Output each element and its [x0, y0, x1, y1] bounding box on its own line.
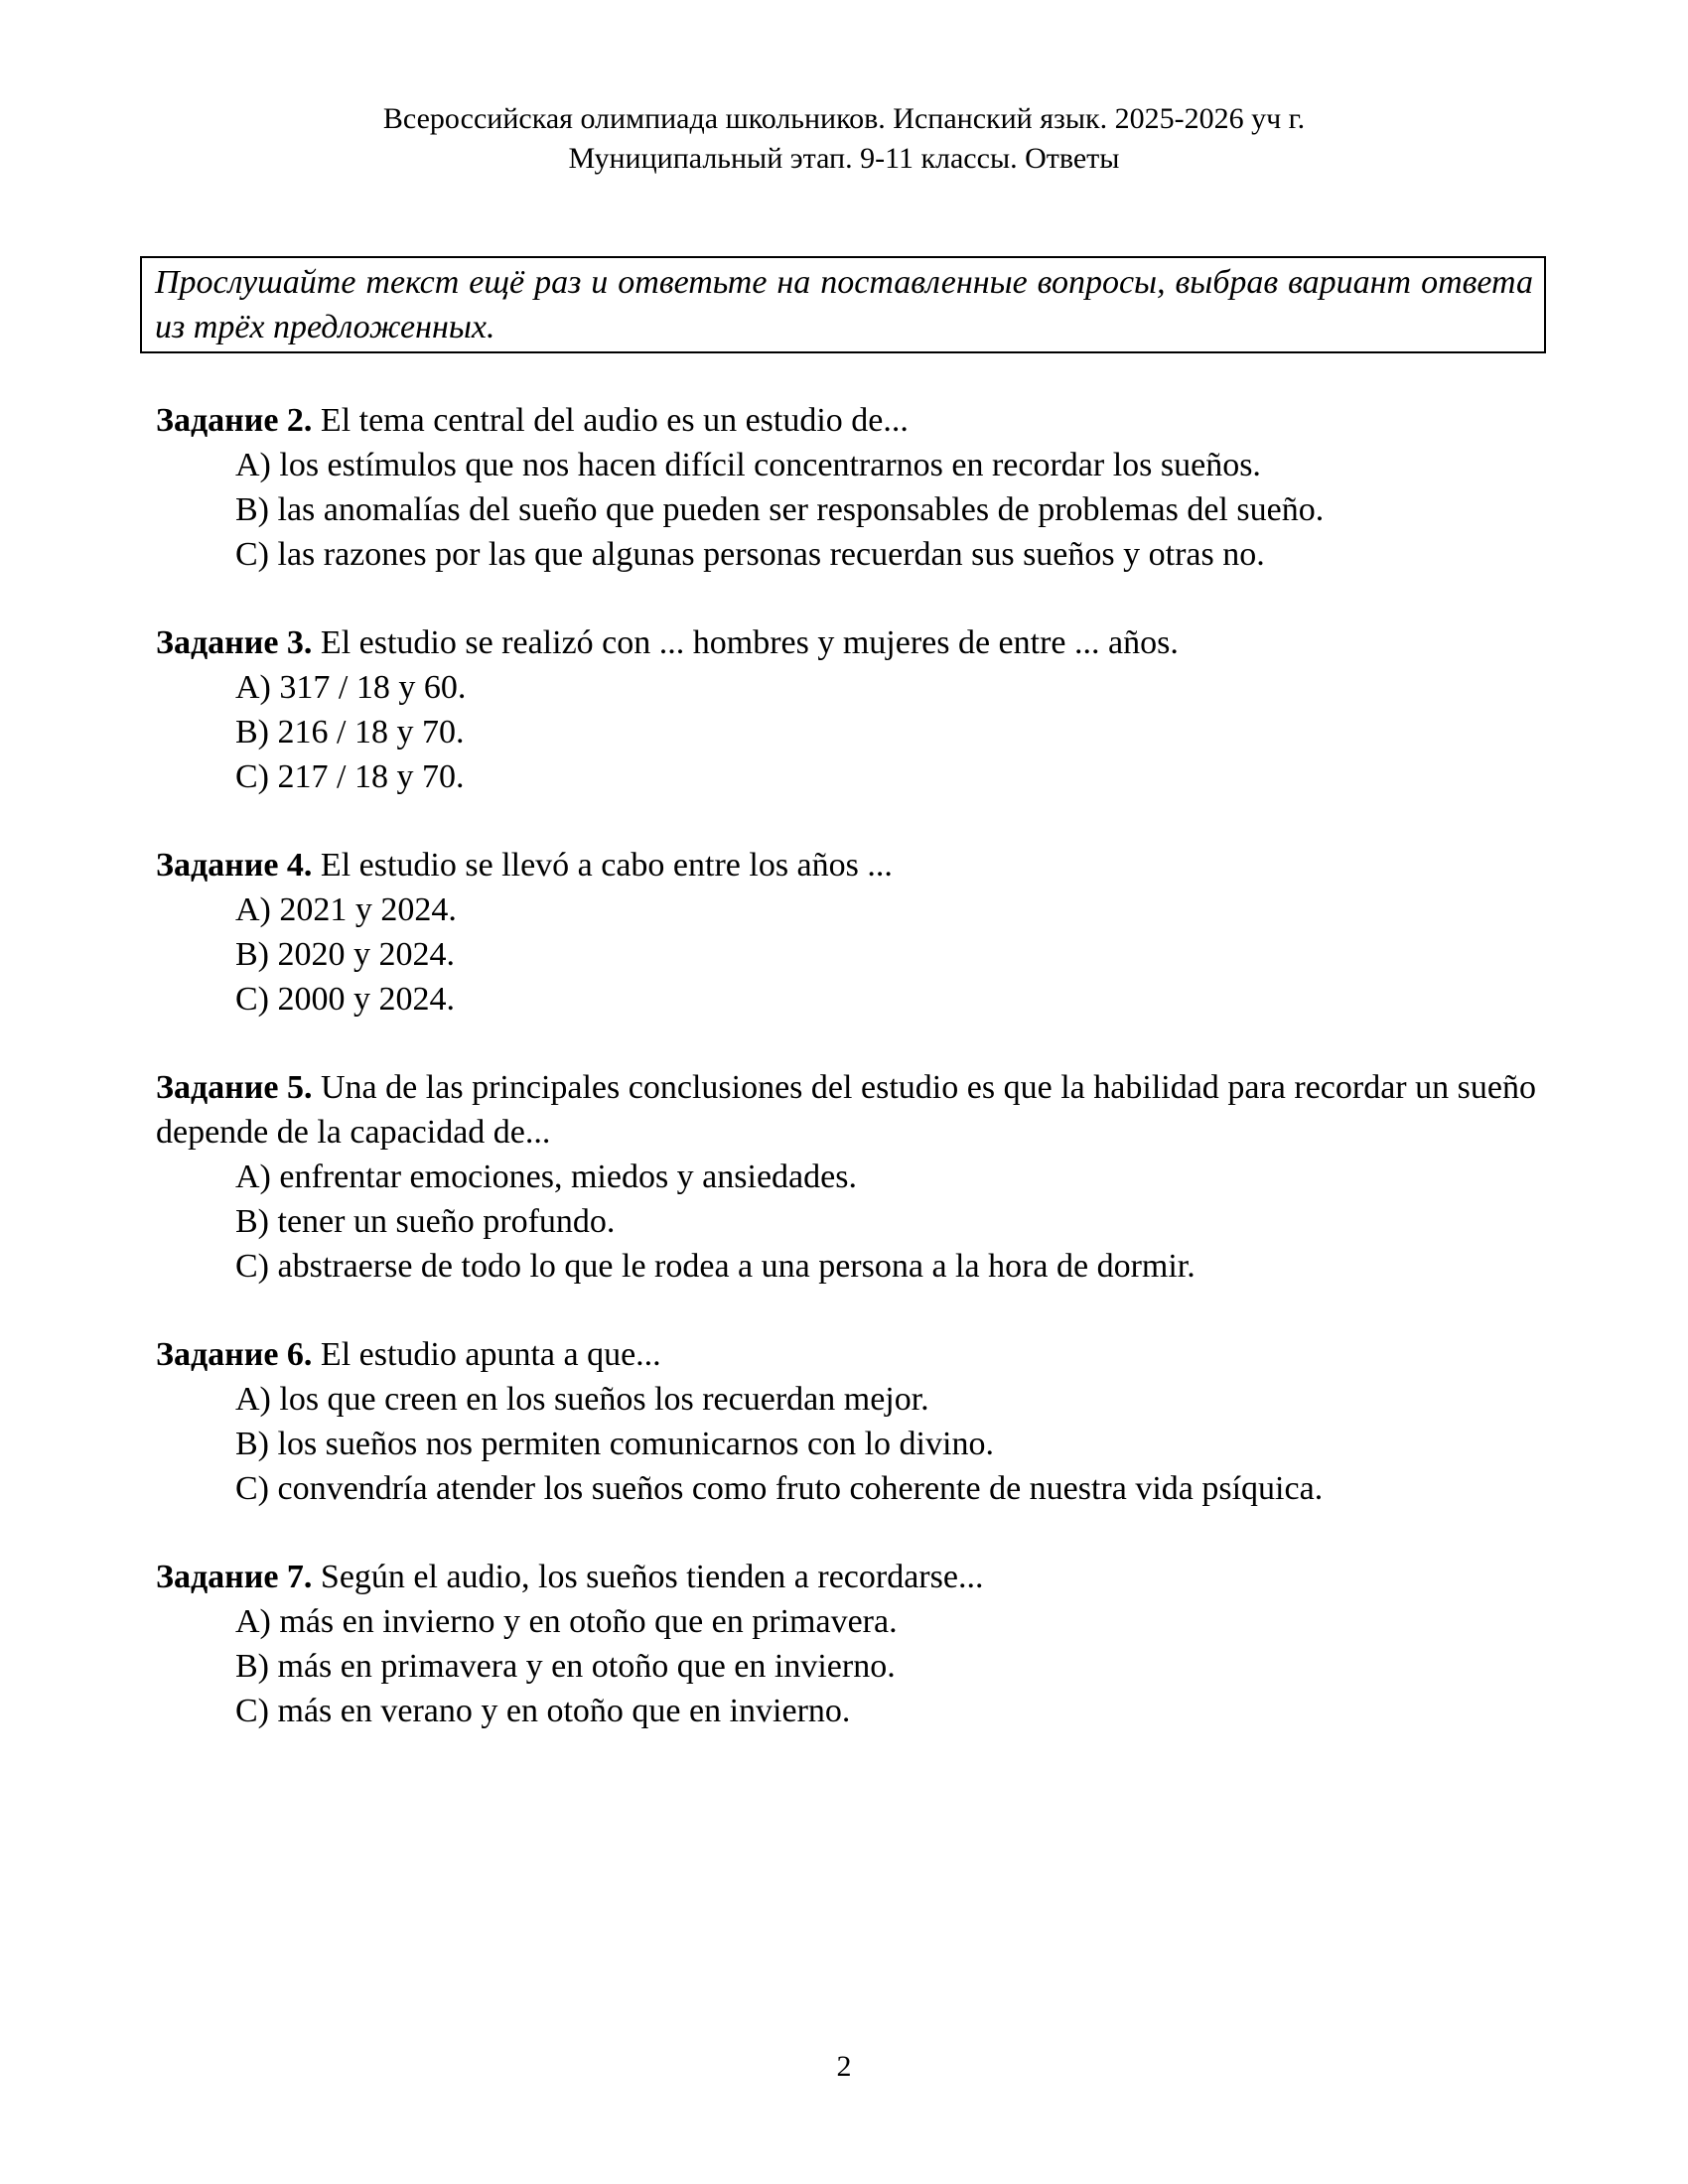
- option-a: A) más en invierno y en otoño que en primavera.: [235, 1603, 898, 1640]
- option-c: C) abstraerse de todo lo que le rodea a una persona a la hora de dormir.: [235, 1248, 1196, 1285]
- option-b: B) más en primavera y en otoño que en invierno.: [235, 1648, 896, 1685]
- option-c: C) más en verano y en otoño que en invierno.: [235, 1693, 851, 1729]
- question-stem: [156, 620, 1536, 665]
- question-5: [156, 1065, 1536, 1289]
- question-label: Задание 3.: [156, 624, 313, 661]
- question-label: Задание 5.: [156, 1069, 313, 1106]
- option-b: B) tener un sueño profundo.: [235, 1203, 616, 1240]
- question-text: Según el audio, los sueños tienden a recordarse...: [312, 1559, 984, 1595]
- option-b: B) los sueños nos permiten comunicarnos con lo divino.: [235, 1426, 994, 1462]
- question-label: Задание 7.: [156, 1559, 313, 1595]
- option-a: A) los estímulos que nos hacen difícil concentrarnos en recordar los sueños.: [235, 447, 1261, 483]
- option-b: B) 216 / 18 y 70.: [235, 714, 465, 751]
- option-b: B) las anomalías del sueño que pueden ser responsables de problemas del sueño.: [235, 491, 1325, 528]
- page-number: 2: [836, 2050, 852, 2083]
- question-7: [156, 1555, 1536, 1733]
- option-a: A) 317 / 18 y 60.: [235, 669, 467, 706]
- option-a: A) enfrentar emociones, miedos y ansiedades.: [235, 1159, 857, 1195]
- question-label: Задание 4.: [156, 847, 313, 884]
- option-c: C) las razones por las que algunas personas recuerdan sus sueños y otras no.: [235, 536, 1265, 573]
- question-stem: [156, 1555, 1536, 1599]
- option-a: A) 2021 y 2024.: [235, 891, 457, 928]
- option-c: C) convendría atender los sueños como fruto coherente de nuestra vida psíquica.: [235, 1470, 1324, 1507]
- question-text: El estudio se realizó con ... hombres y mujeres de entre ... años.: [312, 624, 1179, 661]
- question-6: [156, 1332, 1536, 1511]
- question-text: El estudio se llevó a cabo entre los años ...: [312, 847, 893, 884]
- option-a: A) los que creen en los sueños los recuerdan mejor.: [235, 1381, 929, 1418]
- question-stem: [156, 1065, 1536, 1155]
- question-stem: [156, 1332, 1536, 1377]
- question-label: Задание 6.: [156, 1336, 313, 1373]
- question-text: Una de las principales conclusiones del estudio es que la habilidad para recordar un sueño depende de la capacidad de...: [156, 1069, 1536, 1151]
- question-text: El estudio apunta a que...: [312, 1336, 661, 1373]
- question-3: [156, 620, 1536, 799]
- page-header: [0, 99, 1688, 179]
- instruction-text: Прослушайте текст ещё раз и ответьте на поставленные вопросы, выбрав вариант ответа из трёх предложенных.: [155, 264, 1533, 345]
- option-c: C) 2000 y 2024.: [235, 981, 455, 1018]
- instruction-box: [140, 256, 1546, 353]
- question-text: El tema central del audio es un estudio de...: [312, 402, 909, 439]
- option-c: C) 217 / 18 y 70.: [235, 758, 465, 795]
- header-line-2: Муниципальный этап. 9-11 классы. Ответы: [568, 142, 1120, 175]
- question-label: Задание 2.: [156, 402, 313, 439]
- option-b: B) 2020 y 2024.: [235, 936, 455, 973]
- question-stem: [156, 843, 1536, 887]
- header-line-1: Всероссийская олимпиада школьников. Испанский язык. 2025-2026 уч г.: [382, 102, 1306, 135]
- question-2: [156, 398, 1536, 577]
- question-4: [156, 843, 1536, 1022]
- question-stem: [156, 398, 1536, 443]
